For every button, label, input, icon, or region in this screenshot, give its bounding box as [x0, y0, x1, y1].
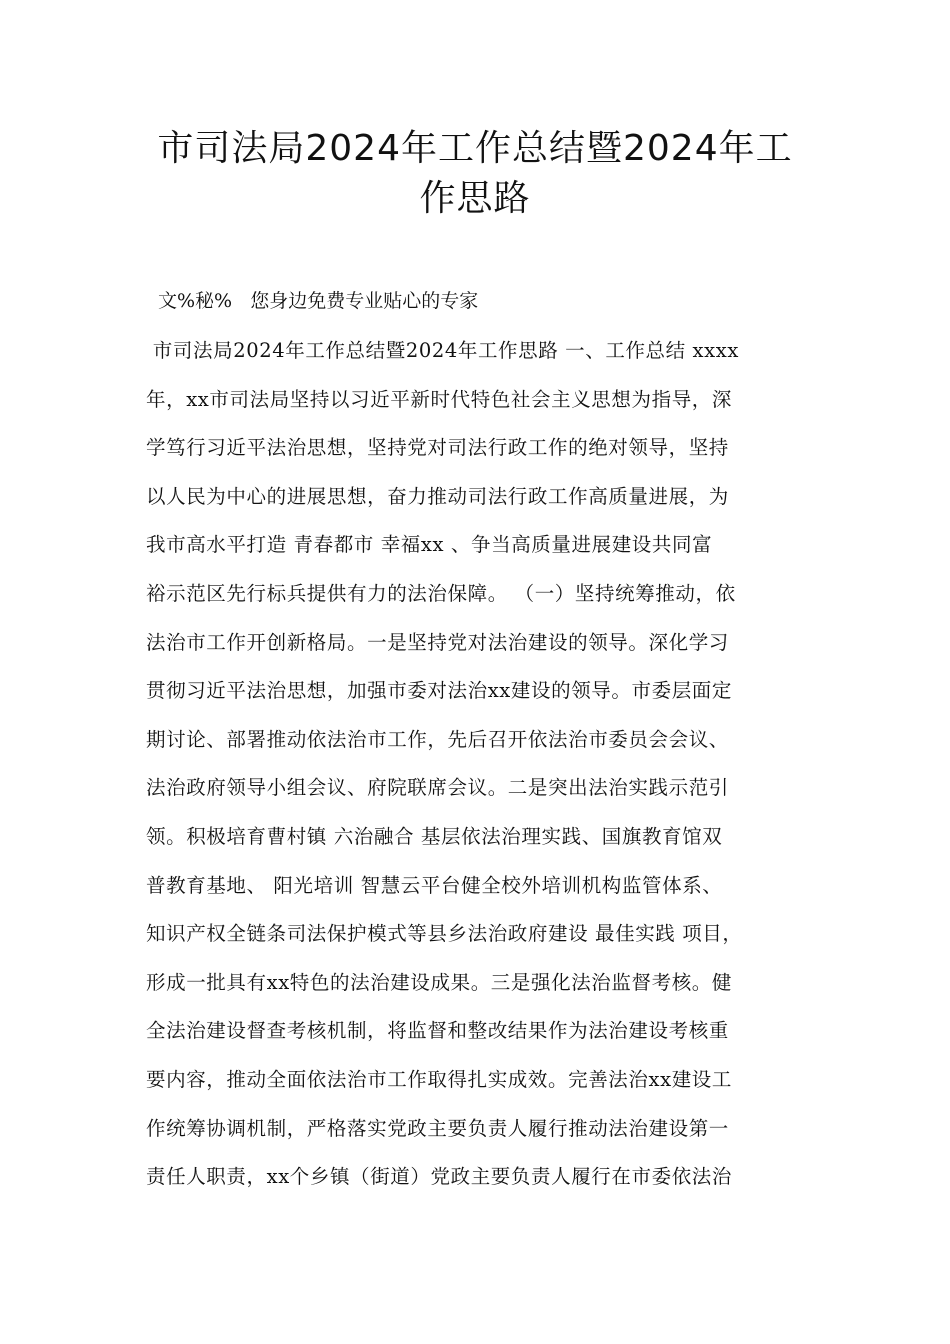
- byline: 文%秘% 您身边免费专业贴心的专家: [158, 290, 479, 312]
- body-line: 以人民为中心的进展思想，奋力推动司法行政工作高质量进展，为: [146, 484, 729, 508]
- body-line: 市司法局2024年工作总结暨2024年工作思路 一、工作总结 xxxx: [146, 339, 739, 362]
- body-line: 学笃行习近平法治思想，坚持党对司法行政工作的绝对领导，坚持: [146, 436, 729, 460]
- body-line: 裕示范区先行标兵提供有力的法治保障。 （一）坚持统筹推动，依: [146, 581, 736, 605]
- body-line: 责任人职责，xx个乡镇（街道）党政主要负责人履行在市委依法治: [146, 1165, 732, 1189]
- title-line-2: 作思路: [419, 178, 531, 219]
- body-line: 领。积极培育曹村镇 六治融合 基层依法治理实践、国旗教育馆双: [146, 824, 723, 848]
- document-title: [120, 124, 830, 224]
- body-text: [146, 336, 836, 1211]
- body-line: 作统筹协调机制，严格落实党政主要负责人履行推动法治建设第一: [146, 1116, 729, 1140]
- body-line: 贯彻习近平法治思想，加强市委对法治xx建设的领导。市委层面定: [146, 679, 732, 703]
- body-line: 要内容，推动全面依法治市工作取得扎实成效。完善法治xx建设工: [146, 1067, 732, 1091]
- body-line: 形成一批具有xx特色的法治建设成果。三是强化法治监督考核。健: [146, 970, 732, 994]
- body-line: 期讨论、部署推动依法治市工作，先后召开依法治市委员会会议、: [146, 727, 729, 751]
- body-line: 年，xx市司法局坚持以习近平新时代特色社会主义思想为指导，深: [146, 387, 732, 411]
- body-line: 全法治建设督查考核机制，将监督和整改结果作为法治建设考核重: [146, 1019, 729, 1043]
- body-line: 普教育基地、 阳光培训 智慧云平台健全校外培训机构监管体系、: [146, 873, 723, 897]
- title-line-1: 市司法局2024年工作总结暨2024年工: [157, 128, 793, 169]
- body-line: 法治政府领导小组会议、府院联席会议。二是突出法治实践示范引: [146, 776, 729, 800]
- body-line: 法治市工作开创新格局。一是坚持党对法治建设的领导。深化学习: [146, 630, 729, 654]
- body-line: 知识产权全链条司法保护模式等县乡法治政府建设 最佳实践 项目，: [146, 922, 743, 946]
- body-line: 我市高水平打造 青春都市 幸福xx 、争当高质量进展建设共同富: [146, 533, 713, 557]
